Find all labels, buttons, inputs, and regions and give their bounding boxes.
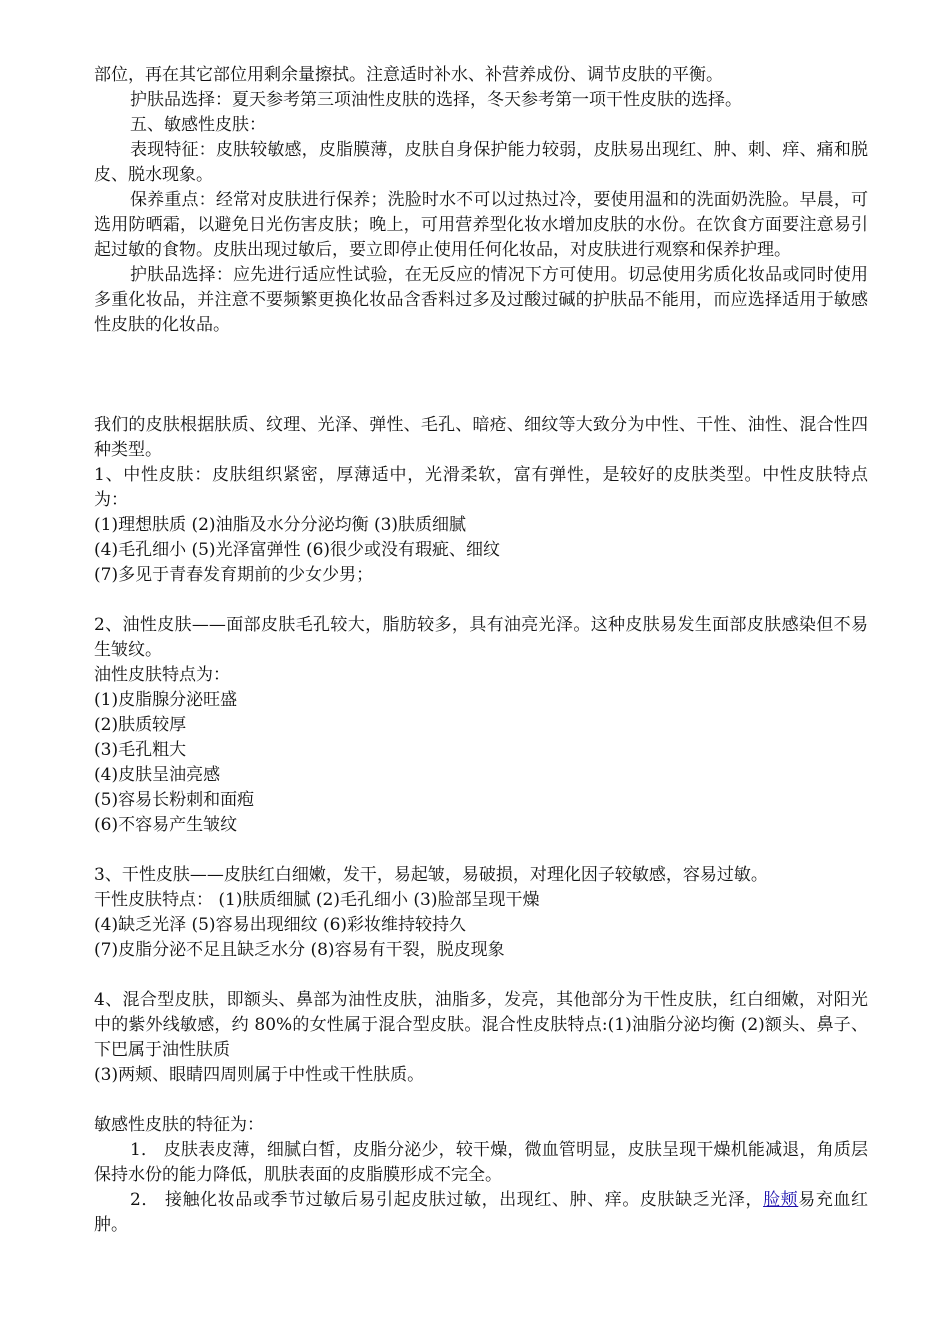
combination-skin-heading: 4、混合型皮肤，即额头、鼻部为油性皮肤，油脂多，发亮，其他部分为干性皮肤，红白细嫩，对阳光中的紫外线敏感，约 80%的女性属于混合型皮肤。混合性皮肤特点:(1)油脂分泌均衡 (2)额头、鼻子、下巴属于油性肤质 [94,990,868,1060]
list-text: 易充血红肿。 [94,1190,869,1235]
paragraph: 护肤品选择：应先进行适应性试验，在无反应的情况下方可使用。切忌使用劣质化妆品或同时使用多重化妆品，并注意不要频繁更换化妆品含香料过多及过酸过碱的护肤品不能用，而应选择适用于敏感性皮肤的化妆品。 [94,265,868,335]
section-heading: 五、敏感性皮肤： [130,115,266,135]
list-text: 2． 接触化妆品或季节过敏后易引起皮肤过敏，出现红、肿、痒。皮肤缺乏光泽， [130,1190,764,1210]
paragraph: 护肤品选择：夏天参考第三项油性皮肤的选择，冬天参考第一项干性皮肤的选择。 [130,90,742,110]
paragraph: 保养重点：经常对皮肤进行保养；洗脸时水不可以过热过冷，要使用温和的洗面奶洗脸。早晨，可选用防晒霜，以避免日光伤害皮肤；晚上，可用营养型化妆水增加皮肤的水份。在饮食方面要注意易引起过敏的食物。皮肤出现过敏后，要立即停止使用任何化妆品，对皮肤进行观察和保养护理。 [94,190,868,260]
list-item: (2)肤质较厚 [94,715,187,735]
oily-skin-subheading: 油性皮肤特点为： [94,665,230,685]
list-item: (1)皮脂腺分泌旺盛 [94,690,238,710]
neutral-skin-heading: 1、中性皮肤：皮肤组织紧密，厚薄适中，光滑柔软，富有弹性，是较好的皮肤类型。中性皮肤特点为： [94,465,868,510]
paragraph: 部位，再在其它部位用剩余量擦拭。注意适时补水、补营养成份、调节皮肤的平衡。 [94,65,723,85]
list-item [94,1188,868,1238]
list-line: (3)两颊、眼睛四周则属于中性或干性肤质。 [94,1065,425,1085]
sensitive-skin-heading: 敏感性皮肤的特征为： [94,1115,264,1135]
document-page [94,63,868,1238]
intro-paragraph: 我们的皮肤根据肤质、纹理、光泽、弹性、毛孔、暗疮、细纹等大致分为中性、干性、油性、混合性四种类型。 [94,415,868,460]
list-line: (4)毛孔细小 (5)光泽富弹性 (6)很少或没有瑕疵、细纹 [94,540,501,560]
list-item: (4)皮肤呈油亮感 [94,765,221,785]
cheek-link[interactable]: 脸颊 [763,1190,799,1210]
list-item: (6)不容易产生皱纹 [94,815,238,835]
paragraph: 表现特征：皮肤较敏感，皮脂膜薄，皮肤自身保护能力较弱，皮肤易出现红、肿、刺、痒、痛和脱皮、脱水现象。 [94,140,868,185]
oily-skin-heading: 2、油性皮肤——面部皮肤毛孔较大，脂肪较多，具有油亮光泽。这种皮肤易发生面部皮肤感染但不易生皱纹。 [94,615,868,660]
list-line: (7)多见于青春发育期前的少女少男； [94,565,374,585]
list-item: 1． 皮肤表皮薄，细腻白皙，皮脂分泌少，较干燥，微血管明显，皮肤呈现干燥机能减退，角质层保持水份的能力降低，肌肤表面的皮脂膜形成不完全。 [94,1140,868,1185]
list-line: 干性皮肤特点： (1)肤质细腻 (2)毛孔细小 (3)脸部呈现干燥 [94,890,540,910]
dry-skin-heading: 3、干性皮肤——皮肤红白细嫩，发干，易起皱，易破损，对理化因子较敏感，容易过敏。 [94,865,768,885]
list-item: (3)毛孔粗大 [94,740,187,760]
list-line: (7)皮脂分泌不足且缺乏水分 (8)容易有干裂，脱皮现象 [94,940,505,960]
list-line: (4)缺乏光泽 (5)容易出现细纹 (6)彩妆维持较持久 [94,915,467,935]
list-item: (5)容易长粉刺和面疱 [94,790,255,810]
list-line: (1)理想肤质 (2)油脂及水分分泌均衡 (3)肤质细腻 [94,515,467,535]
